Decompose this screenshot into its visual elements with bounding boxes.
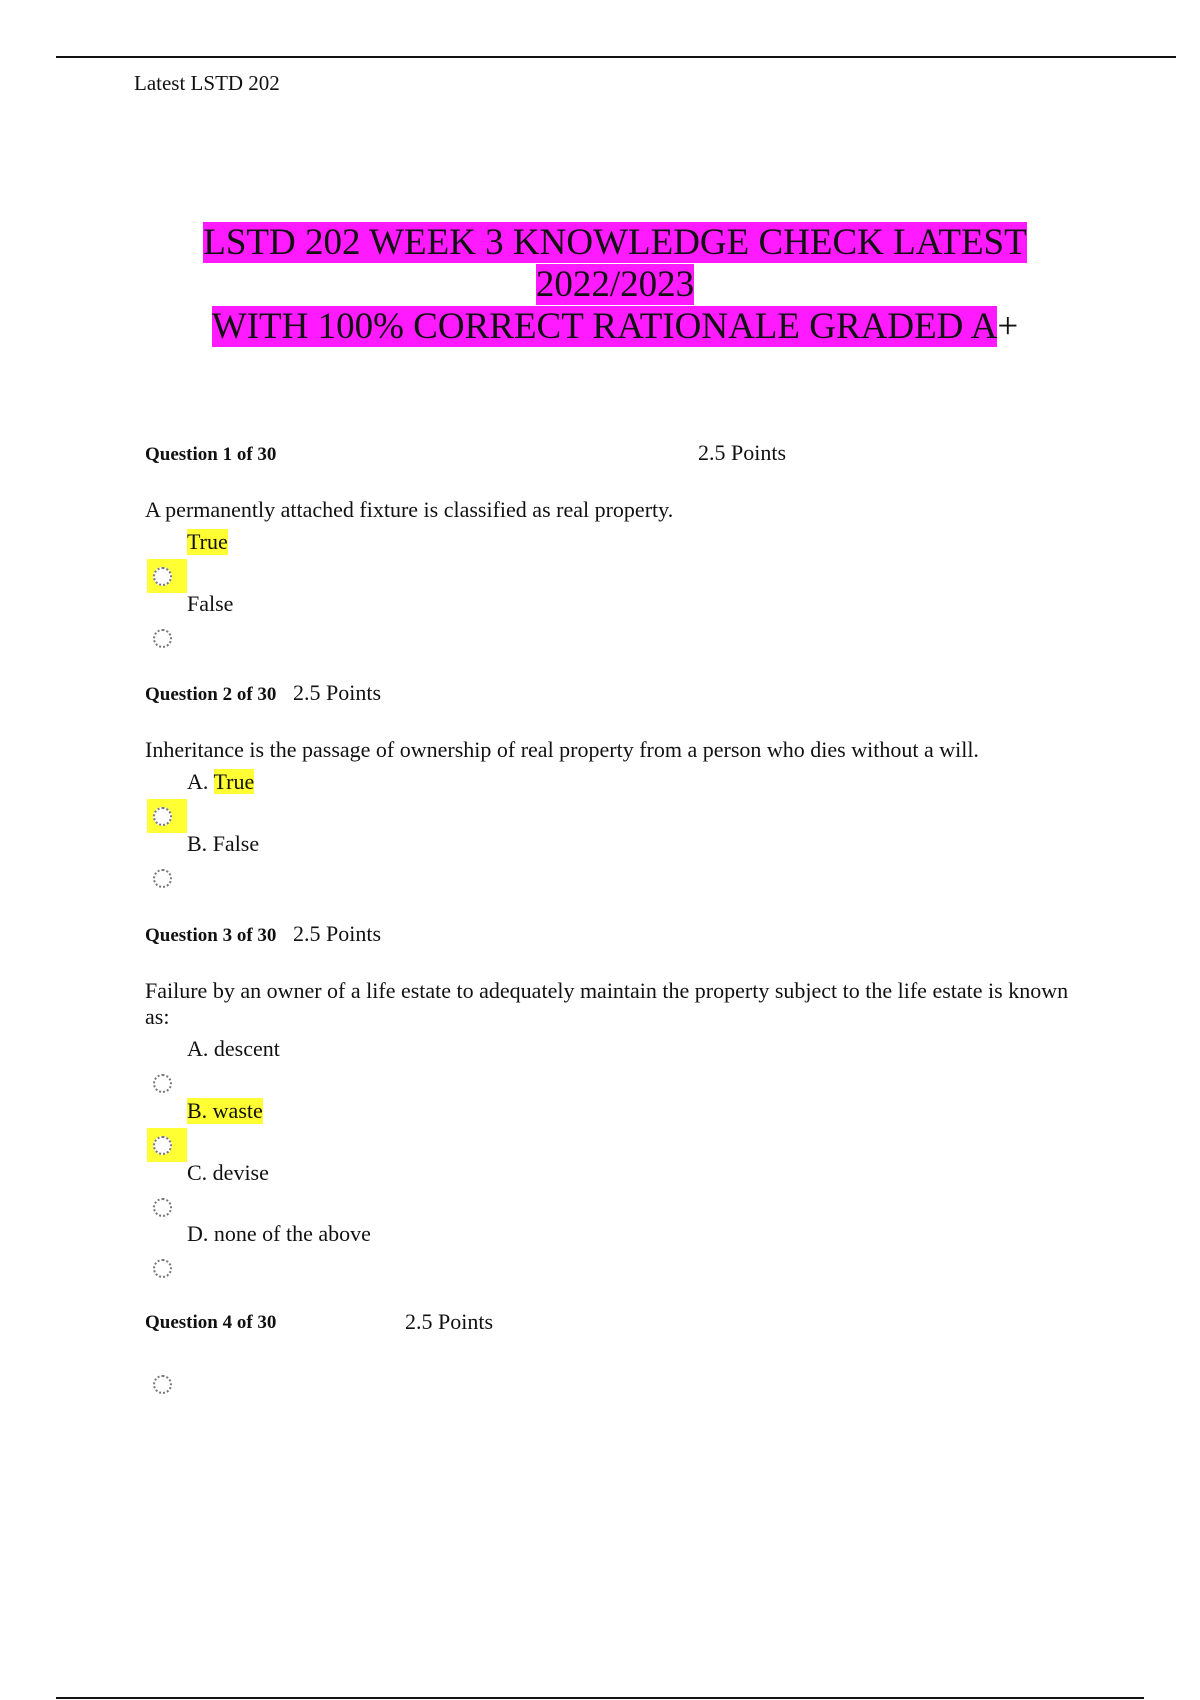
option-prefix: A.	[187, 769, 214, 794]
question-3-heading: Question 3 of 30	[145, 925, 277, 946]
bottom-rule	[56, 1697, 1144, 1699]
question-4-heading: Question 4 of 30	[145, 1312, 277, 1333]
radio-button[interactable]	[153, 1136, 172, 1155]
question-3-text: Failure by an owner of a life estate to adequately maintain the property subject to the life estate is known as:	[145, 978, 1069, 1029]
page-header: Latest LSTD 202	[134, 71, 280, 95]
question-2-text: Inheritance is the passage of ownership of real property from a person who dies without a will.	[145, 737, 979, 762]
answer-highlight	[147, 559, 187, 593]
radio-button[interactable]	[153, 567, 172, 586]
question-2-points: 2.5 Points	[293, 680, 382, 705]
title-line-3: WITH 100% CORRECT RATIONALE GRADED A	[211, 306, 998, 347]
option-text: False	[212, 831, 260, 856]
radio-button[interactable]	[153, 1074, 172, 1093]
option-label: False	[187, 591, 234, 616]
document-title	[150, 222, 1080, 348]
question-3-points: 2.5 Points	[293, 921, 382, 946]
question-1-text: A permanently attached fixture is classified as real property.	[145, 497, 674, 522]
radio-container	[147, 1190, 187, 1224]
top-rule	[56, 56, 1176, 58]
title-suffix: +	[997, 306, 1019, 347]
radio-container	[147, 1367, 187, 1401]
title-line-1: LSTD 202 WEEK 3 KNOWLEDGE CHECK LATEST	[203, 222, 1027, 263]
question-2-heading: Question 2 of 30	[145, 684, 277, 705]
option-label: B. waste	[187, 1098, 263, 1123]
option-prefix: B.	[187, 831, 213, 856]
title-line-2: 2022/2023	[535, 264, 695, 305]
radio-button[interactable]	[153, 1259, 172, 1278]
answer-highlight	[147, 799, 187, 833]
radio-button[interactable]	[153, 1375, 172, 1394]
question-1-heading: Question 1 of 30	[145, 444, 277, 465]
option-label	[187, 831, 259, 857]
answer-highlight	[147, 1128, 187, 1162]
radio-container	[147, 621, 187, 655]
option-label: True	[187, 529, 228, 554]
option-label: A. descent	[187, 1036, 280, 1061]
radio-button[interactable]	[153, 629, 172, 648]
radio-container	[147, 1251, 187, 1285]
radio-container	[147, 861, 187, 895]
question-4-points: 2.5 Points	[405, 1309, 494, 1334]
question-1-points: 2.5 Points	[698, 440, 787, 465]
option-text: True	[213, 769, 255, 794]
option-label: D. none of the above	[187, 1221, 371, 1246]
radio-button[interactable]	[153, 869, 172, 888]
option-label: C. devise	[187, 1160, 269, 1185]
radio-container	[147, 1066, 187, 1100]
option-label	[187, 769, 254, 795]
radio-button[interactable]	[153, 807, 172, 826]
radio-button[interactable]	[153, 1198, 172, 1217]
